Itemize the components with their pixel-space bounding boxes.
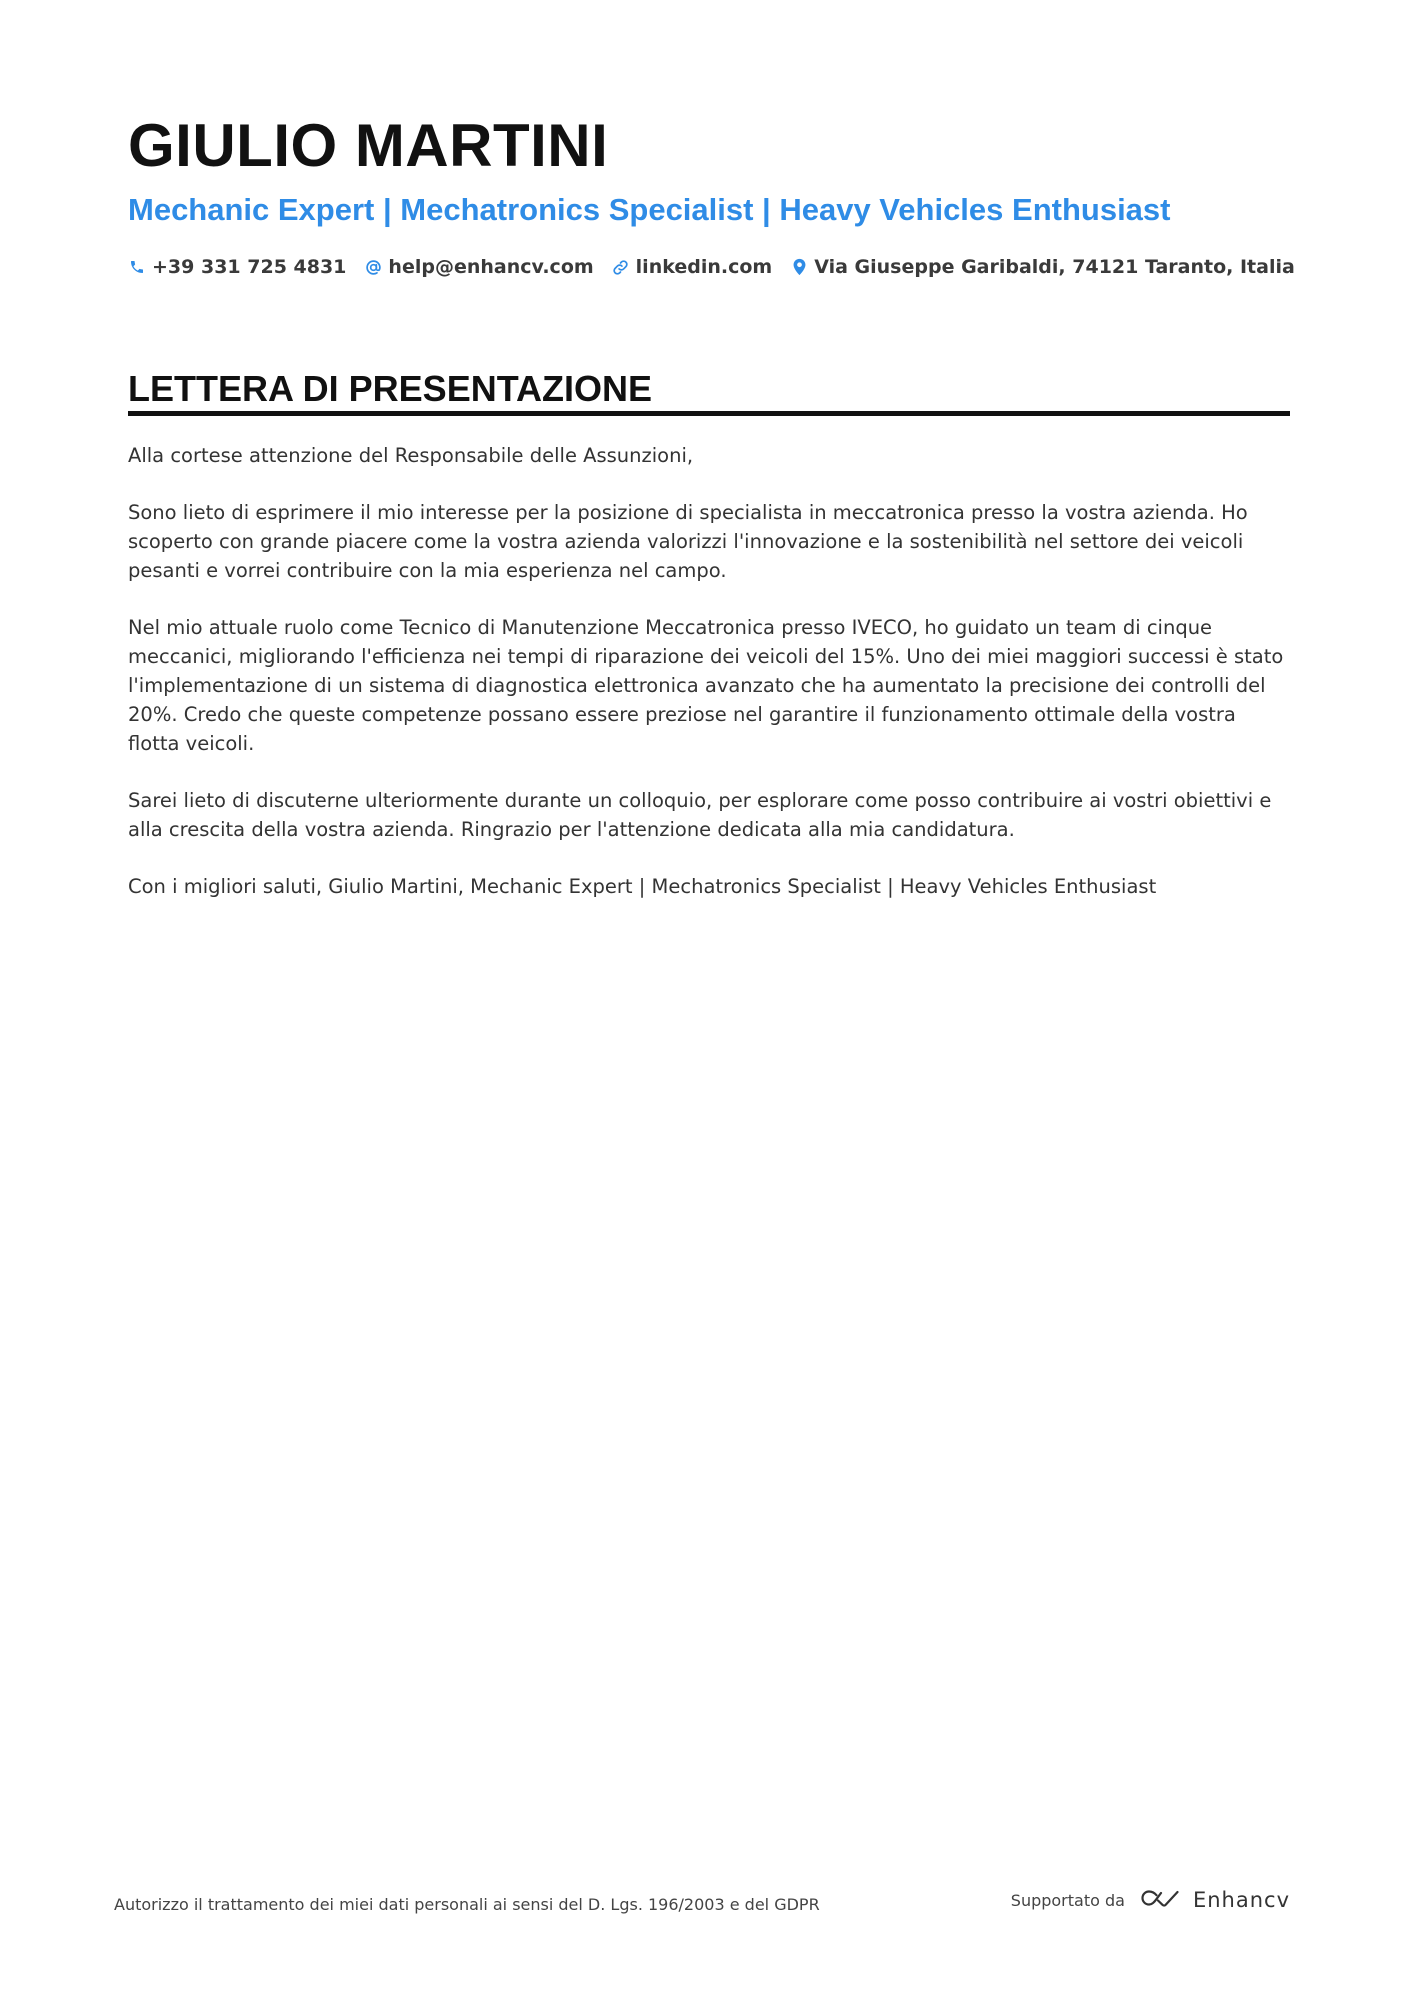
candidate-name: GIULIO MARTINI <box>128 112 609 179</box>
letter-paragraph: Nel mio attuale ruolo come Tecnico di Manutenzione Meccatronica presso IVECO, ho guidato un team di cinque meccanici, migliorando l'efficienza nei tempi di riparazione dei veicoli del 15%. Uno dei miei maggiori successi è stato l'implementazione di un sistema di diagnostica elettronica avanzato che ha aumentato la precisione dei controlli del 20%. Credo che queste competenze possano essere preziose nel garantire il funzionamento ottimale della vostra flotta veicoli. <box>128 616 1284 755</box>
brand-logo <box>1137 1886 1290 1914</box>
privacy-consent: Autorizzo il trattamento dei miei dati personali ai sensi del D. Lgs. 196/2003 e del GDPR <box>114 1895 820 1914</box>
phone-icon <box>128 257 146 277</box>
contact-address-text: Via Giuseppe Garibaldi, 74121 Taranto, Italia <box>814 256 1295 278</box>
letter-closing: Con i migliori saluti, Giulio Martini, Mechanic Expert | Mechatronics Specialist | Heavy Vehicles Enthusiast <box>128 875 1157 898</box>
candidate-headline: Mechanic Expert | Mechatronics Specialist | Heavy Vehicles Enthusiast <box>128 192 1171 227</box>
contact-address <box>790 256 1295 278</box>
section-divider <box>128 411 1290 416</box>
section-title: LETTERA DI PRESENTAZIONE <box>128 368 653 409</box>
contact-email-text: help@enhancv.com <box>388 256 594 278</box>
powered-by-label: Supportato da <box>1010 1890 1125 1910</box>
letter-paragraph: Sarei lieto di discuterne ulteriormente durante un colloquio, per esplorare come posso contribuire ai vostri obiettivi e alla crescita della vostra azienda. Ringrazio per l'attenzione dedicata alla mia candidatura. <box>128 789 1272 841</box>
letter-body <box>128 441 1290 929</box>
at-sign-icon <box>364 257 382 277</box>
link-icon <box>612 257 630 277</box>
contact-phone-text: +39 331 725 4831 <box>152 256 347 278</box>
contact-bar <box>128 253 1295 281</box>
letter-paragraph: Sono lieto di esprimere il mio interesse per la posizione di specialista in meccatronica presso la vostra azienda. Ho scoperto con grande piacere come la vostra azienda valorizzi l'innovazione e la sostenibilità nel settore dei veicoli pesanti e vorrei contribuire con la mia esperienza nel campo. <box>128 501 1248 582</box>
powered-by[interactable] <box>1011 1886 1290 1914</box>
letter-salutation: Alla cortese attenzione del Responsabile delle Assunzioni, <box>128 444 694 467</box>
contact-email[interactable] <box>364 256 593 278</box>
map-pin-icon <box>790 257 808 277</box>
contact-website[interactable] <box>612 256 773 278</box>
contact-website-text: linkedin.com <box>635 256 773 278</box>
contact-phone[interactable] <box>128 256 346 278</box>
brand-name: Enhancv <box>1192 1888 1290 1912</box>
enhancv-logo-icon <box>1137 1886 1183 1914</box>
